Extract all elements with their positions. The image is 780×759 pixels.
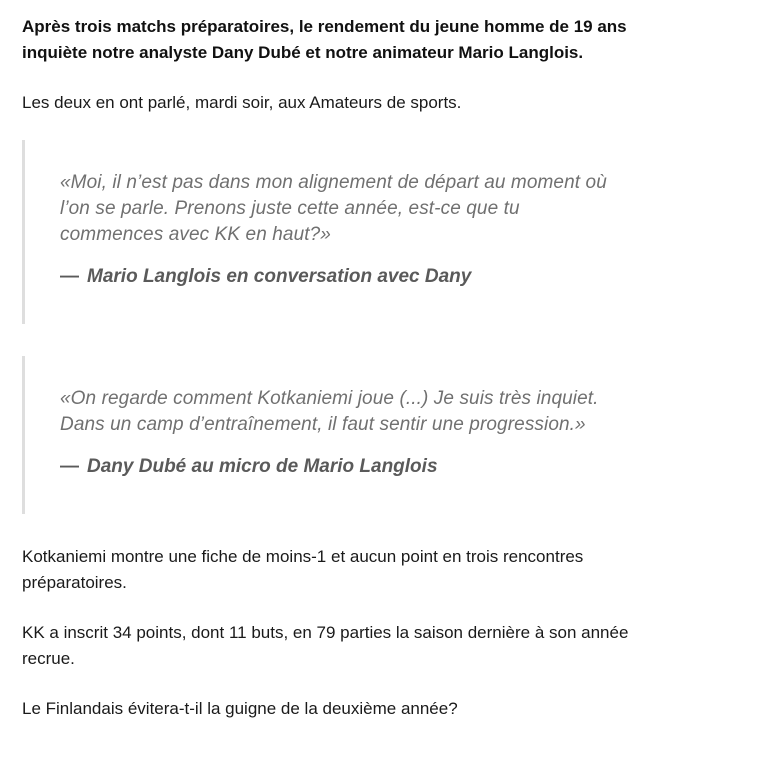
lead-line-1: Après trois matchs préparatoires, le rendement du jeune homme de 19 ans [22, 17, 627, 36]
paragraph-line-2: recrue. [22, 649, 75, 668]
paragraph-fiche [22, 544, 752, 596]
paragraph-amateurs: Les deux en ont parlé, mardi soir, aux Amateurs de sports. [22, 93, 462, 112]
quote-text [60, 386, 752, 438]
blockquote-mario-langlois [22, 140, 752, 324]
blockquote-dany-dube [22, 356, 752, 514]
quote-line-2: Dans un camp d’entraînement, il faut sentir une progression.» [60, 414, 586, 435]
citation-author: Dany Dubé au micro de Mario Langlois [87, 456, 438, 477]
citation-dash: — [60, 456, 79, 477]
paragraph-question: Le Finlandais évitera-t-il la guigne de la deuxième année? [22, 699, 458, 718]
quote-citation [60, 264, 752, 290]
paragraph-line-2: préparatoires. [22, 573, 127, 592]
quote-line-2: l’on se parle. Prenons juste cette année, est-ce que tu [60, 198, 520, 219]
paragraph-stats [22, 620, 752, 672]
lead-paragraph [22, 14, 752, 66]
citation-author: Mario Langlois en conversation avec Dany [87, 266, 472, 287]
quote-citation [60, 454, 752, 480]
article-body [22, 14, 752, 722]
quote-line-1: «On regarde comment Kotkaniemi joue (...) Je suis très inquiet. [60, 388, 599, 409]
paragraph-line-1: KK a inscrit 34 points, dont 11 buts, en 79 parties la saison dernière à son année [22, 623, 629, 642]
quote-text [60, 170, 752, 248]
citation-dash: — [60, 266, 79, 287]
quote-line-3: commences avec KK en haut?» [60, 224, 331, 245]
lead-line-2: inquiète notre analyste Dany Dubé et notre animateur Mario Langlois. [22, 43, 584, 62]
quote-line-1: «Moi, il n’est pas dans mon alignement de départ au moment où [60, 172, 607, 193]
paragraph-line-1: Kotkaniemi montre une fiche de moins-1 et aucun point en trois rencontres [22, 547, 584, 566]
